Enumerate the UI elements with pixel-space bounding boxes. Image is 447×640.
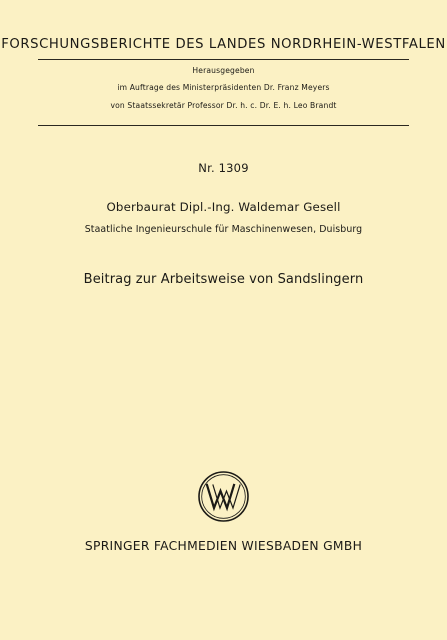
bottom-divider bbox=[38, 125, 409, 126]
series-title: FORSCHUNGSBERICHTE DES LANDES NORDRHEIN-WESTFALEN bbox=[1, 37, 446, 52]
publisher-ww-logo-icon bbox=[197, 470, 250, 523]
commission-line: im Auftrage des Ministerpräsidenten Dr. Franz Meyers bbox=[117, 83, 330, 92]
author-name: Oberbaurat Dipl.-Ing. Waldemar Gesell bbox=[106, 200, 341, 214]
author-institution: Staatliche Ingenieurschule für Maschinenwesen, Duisburg bbox=[84, 224, 363, 235]
report-title: Beitrag zur Arbeitsweise von Sandslingern bbox=[83, 272, 364, 287]
secretary-line: von Staatssekretär Professor Dr. h. c. Dr. E. h. Leo Brandt bbox=[110, 101, 337, 110]
top-divider bbox=[38, 59, 409, 60]
report-number: Nr. 1309 bbox=[198, 161, 249, 175]
publisher-name: SPRINGER FACHMEDIEN WIESBADEN GMBH bbox=[84, 539, 363, 553]
editor-label: Herausgegeben bbox=[192, 66, 255, 75]
